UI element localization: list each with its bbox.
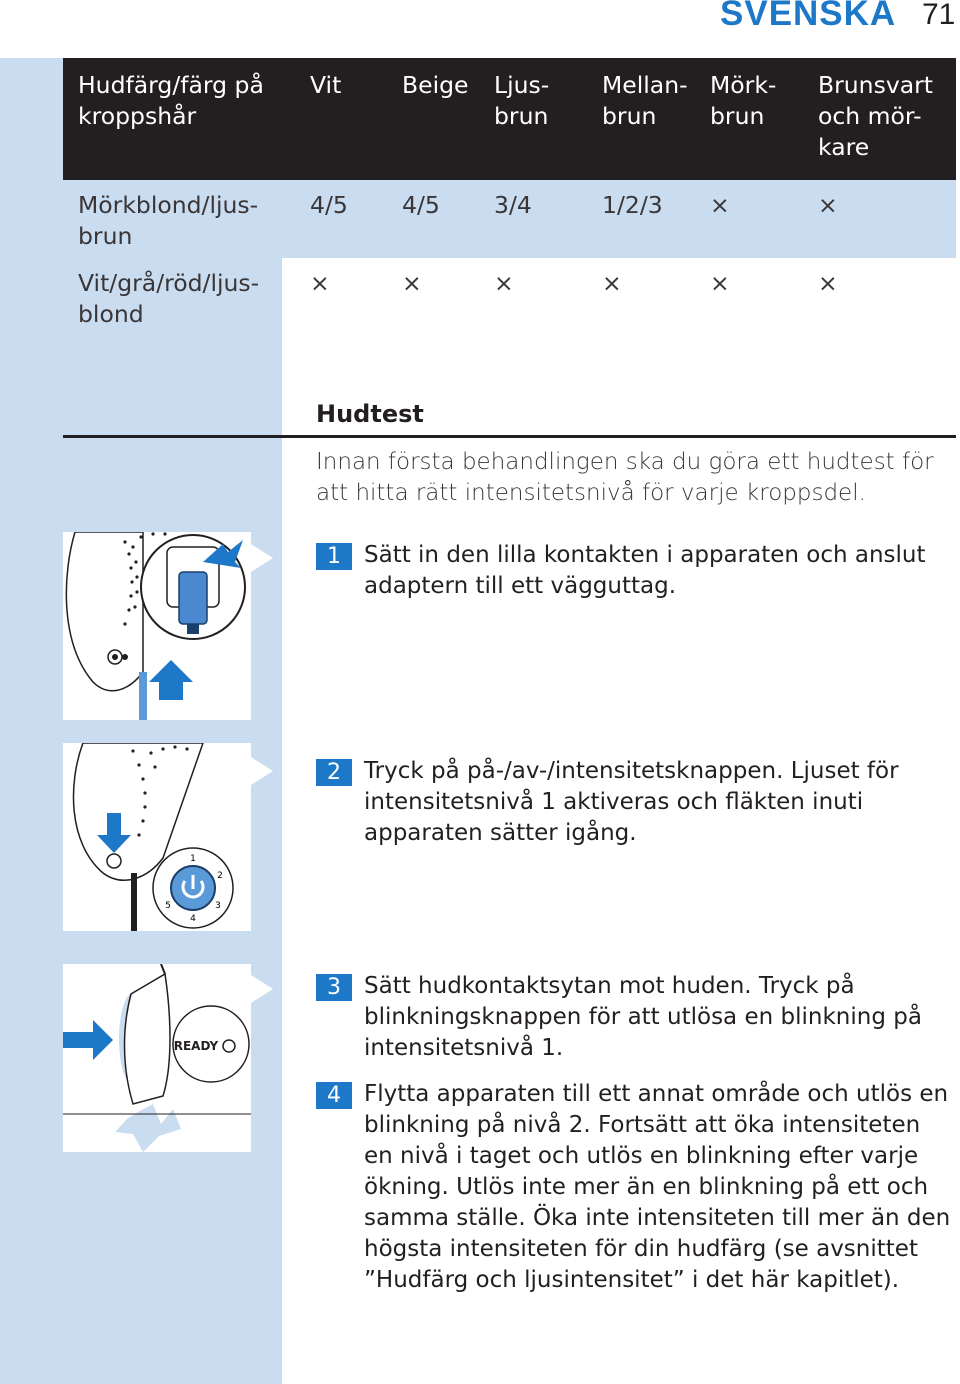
- dial-label: 1: [190, 854, 196, 864]
- table-cell: 1/2/3: [602, 191, 663, 219]
- step-3: [316, 971, 956, 1064]
- table-cell: Mörkblond/ljus-brun: [78, 191, 259, 250]
- table-header-cell: Vit: [310, 71, 342, 99]
- section-title: Hudtest: [316, 400, 424, 428]
- illustration-pointer: [251, 975, 273, 1003]
- illustration-pointer: [251, 544, 273, 572]
- power-dial-icon: [63, 743, 251, 931]
- step-number-badge: 4: [316, 1082, 352, 1109]
- step-number-badge: 1: [316, 543, 352, 570]
- table-header-cell: Brunsvart och mör-kare: [818, 71, 933, 161]
- device-skin-flash-icon: [63, 964, 251, 1152]
- table-cell: ×: [310, 269, 330, 297]
- illustration-power-button: [63, 743, 251, 931]
- step-number-badge: 2: [316, 759, 352, 786]
- table-header-cell: Mellan-brun: [602, 71, 688, 130]
- device-adapter-icon: [63, 532, 251, 720]
- step-2: [316, 756, 956, 849]
- step-4: [316, 1079, 956, 1296]
- table-cell: ×: [710, 269, 730, 297]
- step-text: Sätt hudkontaktsytan mot huden. Tryck på blinkningsknappen för att utlösa en blinkning på intensitetsnivå 1.: [364, 973, 922, 1061]
- table-row: [63, 180, 956, 258]
- page-number: 71: [922, 0, 956, 31]
- illustration-pointer: [251, 757, 273, 785]
- ready-label: READY: [173, 1039, 219, 1053]
- step-text: Flytta apparaten till ett annat område och utlös en blinkning på nivå 2. Fortsätt att öka intensiteten en nivå i taget och utlös en blinkning efter varje ökning. Utlös inte mer än en blinkning på ett och samma ställe. Öka inte intensiteten till mer än den högsta intensiteten för din hudfärg (se avsnittet ”Hudfärg och ljusintensitet” i det här kapitlet).: [364, 1081, 951, 1293]
- table-cell: ×: [402, 269, 422, 297]
- left-margin-strip: [0, 58, 63, 1384]
- dial-label: 2: [217, 871, 223, 881]
- table-header-cell: Mörk-brun: [710, 71, 777, 130]
- table-header-cell: Ljus-brun: [494, 71, 550, 130]
- dial-label: 5: [165, 901, 171, 911]
- skin-hair-color-table: [63, 58, 956, 336]
- table-cell: 3/4: [494, 191, 532, 219]
- illustration-skin-contact: [63, 964, 251, 1152]
- step-text: Tryck på på-/av-/intensitetsknappen. Ljuset för intensitetsnivå 1 aktiveras och fläkten inuti apparaten sätter igång.: [364, 758, 899, 846]
- language-title: SVENSKA: [720, 0, 897, 33]
- table-header-row: [63, 58, 956, 180]
- table-cell: ×: [602, 269, 622, 297]
- table-cell: ×: [818, 191, 838, 219]
- dial-label: 4: [190, 914, 196, 924]
- dial-label: 3: [215, 901, 221, 911]
- table-row: [63, 258, 956, 336]
- table-cell: 4/5: [402, 191, 440, 219]
- table-cell: ×: [818, 269, 838, 297]
- table-header-cell: Hudfärg/färg på kroppshår: [78, 71, 264, 130]
- table-cell: 4/5: [310, 191, 348, 219]
- table-header-cell: Beige: [402, 71, 469, 99]
- section-intro: Innan första behandlingen ska du göra ett hudtest för att hitta rätt intensitetsnivå för varje kroppsdel.: [316, 449, 934, 506]
- table-cell: ×: [494, 269, 514, 297]
- table-cell: ×: [710, 191, 730, 219]
- step-text: Sätt in den lilla kontakten i apparaten och anslut adaptern till ett vägguttag.: [364, 542, 926, 599]
- illustration-plug-adapter: [63, 532, 251, 720]
- table-cell: Vit/grå/röd/ljus-blond: [63, 258, 282, 336]
- section-divider: [63, 435, 956, 438]
- step-number-badge: 3: [316, 974, 352, 1001]
- step-1: [316, 540, 956, 602]
